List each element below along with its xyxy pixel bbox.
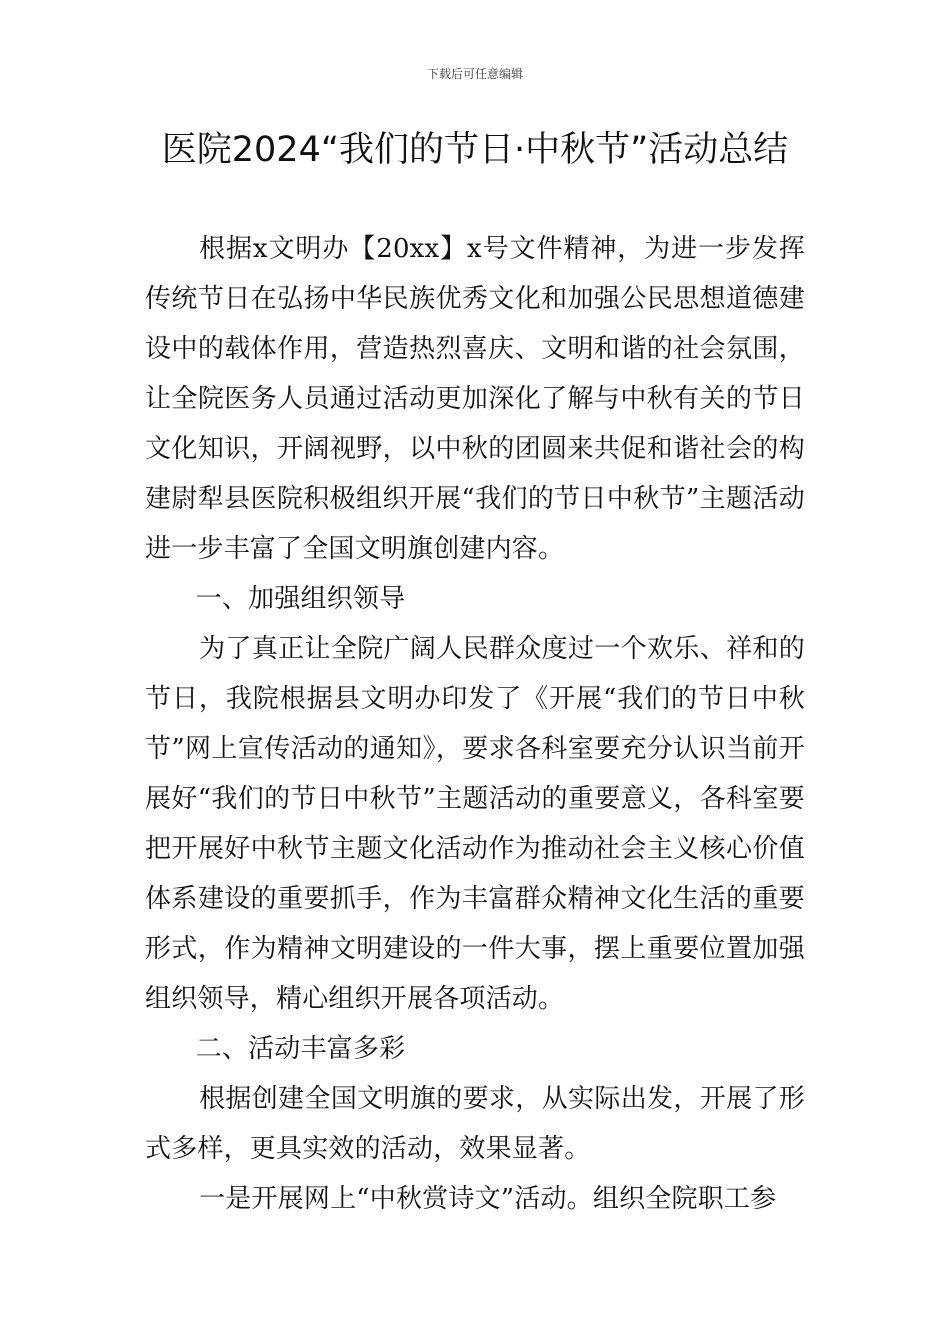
section-heading-1: 一、加强组织领导: [195, 584, 406, 614]
section-heading-2: 二、活动丰富多彩: [195, 1034, 406, 1064]
paragraph-section-2: 根据创建全国文明旗的要求，从实际出发，开展了形式多样，更具实效的活动，效果显著。: [145, 1084, 805, 1164]
paragraph-intro: 根据x文明办【20xx】x号文件精神，为进一步发挥传统节日在弘扬中华民族优秀文化和加强公民思想道德建设中的载体作用，营造热烈喜庆、文明和谐的社会氛围，让全院医务人员通过活动更加深化了解与中秋有关的节日文化知识，开阔视野，以中秋的团圆来共促和谐社会的构建尉犁县医院积极组织开展“我们的节日中秋节”主题活动进一步丰富了全国文明旗创建内容。: [145, 234, 805, 564]
document-body: [145, 224, 805, 1224]
document-title: 医院2024“我们的节日·中秋节”活动总结: [161, 130, 789, 170]
paragraph-section-1: 为了真正让全院广阔人民群众度过一个欢乐、祥和的节日，我院根据县文明办印发了《开展“我们的节日中秋节”网上宣传活动的通知》，要求各科室要充分认识当前开展好“我们的节日中秋节”主题活动的重要意义，各科室要把开展好中秋节主题文化活动作为推动社会主义核心价值体系建设的重要抓手，作为丰富群众精神文化生活的重要形式，作为精神文明建设的一件大事，摆上重要位置加强组织领导，精心组织开展各项活动。: [145, 634, 805, 1014]
paragraph-item-1: 一是开展网上“中秋赏诗文”活动。组织全院职工参: [199, 1184, 777, 1214]
header-note: 下载后可任意编辑: [426, 67, 523, 81]
